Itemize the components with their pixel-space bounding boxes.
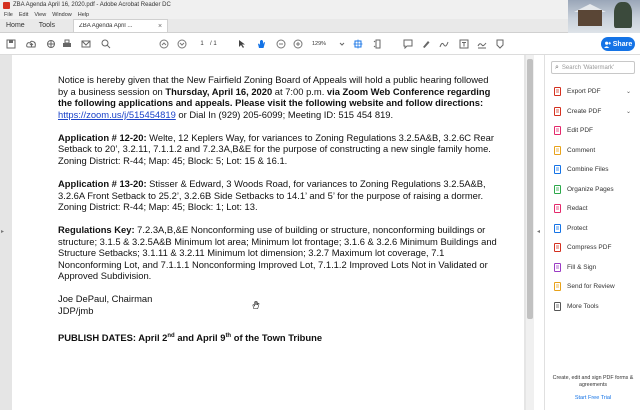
tool-organize-pages[interactable] — [545, 180, 640, 200]
export-pdf-icon — [553, 87, 562, 96]
tool-redact[interactable] — [545, 199, 640, 219]
tool-label: Comment — [567, 146, 596, 154]
tool-send-for-review[interactable] — [545, 277, 640, 297]
application-label: Application # 12-20: — [58, 131, 147, 143]
tab-home[interactable]: Home — [6, 22, 25, 29]
draw-tool-icon[interactable] — [438, 38, 450, 50]
tool-more-tools[interactable] — [545, 297, 640, 317]
compress-pdf-icon — [553, 243, 562, 252]
previous-page-icon[interactable] — [158, 38, 170, 50]
tool-compress-pdf[interactable] — [545, 238, 640, 258]
left-panel-toggle-icon[interactable]: ▸ — [1, 229, 5, 235]
document-tab-label: ZBA Agenda April ... — [79, 23, 133, 29]
search-icon: ⌕ — [555, 63, 559, 71]
select-cursor-icon[interactable] — [236, 38, 248, 50]
tool-label: Send for Review — [567, 283, 615, 291]
application-12-20: Application # 12-20: Welte, 12 Keplers Way, for variances to Zoning Regulations 3.2.5A&B, 3.2.6C Rear Setback to 20’, 3.2.11, 7.1.1.2 and 7.2.3A,B&E for the purpose of constructing a new single family home. Zoning District: R-44; Map: 45; Block: 5; Lot: 15 & 16.1. — [58, 131, 494, 166]
chevron-down-icon[interactable]: ⌄ — [625, 108, 631, 115]
redact-icon — [553, 204, 562, 213]
menu-bar — [0, 10, 640, 19]
publish-dates: PUBLISH DATES: April 2nd and April 9th of the Town Tribune — [58, 331, 323, 343]
vertical-scrollbar[interactable] — [526, 55, 534, 410]
tool-combine-files[interactable] — [545, 160, 640, 180]
notice-paragraph: Notice is hereby given that the New Fairfield Zoning Board of Appeals will hold a public hearing followed by a business session on Thursday, April 16, 2020 at 7:00 p.m. via Zoom Web Conference regarding the following applications and appeals. Please visit the following website and follow directions: https://zoom.us/j/515454819 or Dial In (929) 205-6099; Meeting ID: 515 454 819. — [58, 74, 491, 120]
tools-list — [545, 82, 640, 316]
stamp-tool-icon[interactable] — [494, 38, 506, 50]
upload-cloud-icon[interactable] — [25, 38, 37, 50]
meeting-instructions: via Zoom Web Conference regarding the following applications and appeals. Please visit the following website and follow directions: — [58, 85, 491, 109]
menu-help[interactable]: Help — [77, 11, 90, 18]
application-label: Application # 13-20: — [58, 177, 147, 189]
meeting-date: Thursday, April 16, 2020 — [165, 85, 273, 97]
edit-pdf-icon — [553, 126, 562, 135]
fill-sign-icon — [553, 263, 562, 272]
search-icon[interactable] — [100, 38, 112, 50]
acrobat-app-icon — [3, 2, 10, 9]
promo-text: Create, edit and sign PDF forms & agreements — [552, 375, 634, 388]
chevron-down-icon[interactable]: ⌄ — [625, 89, 631, 96]
zoom-link[interactable]: https://zoom.us/j/515454819 — [58, 108, 176, 120]
tab-bar — [0, 19, 640, 33]
page-number-input[interactable]: 1 — [200, 41, 204, 47]
page-total: / 1 — [210, 41, 217, 47]
signature-initials: JDP/jmb — [58, 305, 94, 317]
title-bar — [0, 0, 640, 10]
application-13-20: Application # 13-20: Stisser & Edward, 3 Woods Road, for variances to Zoning Regulations 3.2.5A&B, 3.2.6A Front Setback to 25.2’, 3.2.6B Side Setbacks to 14.1’ and 5’ for the purpose of raising a dormer. Zoning District: R-44; Map: 45; Block: 1; Lot: 13. — [58, 177, 486, 213]
search-placeholder: Search 'Watermark' — [561, 64, 615, 71]
organize-pages-icon — [553, 185, 562, 194]
sign-tool-icon[interactable] — [476, 38, 488, 50]
text-tool-icon[interactable] — [458, 38, 470, 50]
start-free-trial-link[interactable]: Start Free Trial — [574, 395, 612, 401]
share-button[interactable] — [601, 37, 635, 51]
tool-label: Edit PDF — [567, 127, 594, 135]
signature-name: Joe DePaul, Chairman — [58, 293, 153, 305]
next-page-icon[interactable] — [176, 38, 188, 50]
zoom-out-icon[interactable] — [275, 38, 287, 50]
right-panel-toggle-icon[interactable]: ◂ — [537, 229, 541, 235]
combine-files-icon — [553, 165, 562, 174]
tool-comment[interactable] — [545, 141, 640, 161]
tool-create-pdf[interactable] — [545, 102, 640, 122]
tool-label: Fill & Sign — [567, 263, 597, 271]
menu-file[interactable]: File — [4, 11, 13, 18]
hand-cursor-icon — [251, 300, 260, 313]
tool-label: Create PDF — [567, 107, 602, 115]
share-button-label: Share — [612, 40, 633, 48]
menu-window[interactable]: Window — [52, 11, 72, 18]
scrolling-mode-icon[interactable] — [372, 38, 384, 50]
tools-sidebar — [544, 55, 640, 410]
regulations-key: Regulations Key: 7.2.3A,B,&E Nonconforming use of building or structure, nonconforming buildings or structure; 3.1.5 & 3.2.5A&B Minimum lot area; Minimum lot frontage; 3.1.6 & 3.2.6 Minimum Buildings and Structure Setbacks; 3.1.11 & 3.2.11 Minimum lot dimension; 3.2.7 Maximum lot coverage, 7.1 Nonconforming Lot, and 7.1.1.1 Nonconforming Improved Lot, 7.1.1.2 Improved Lots Not in Validated or Approved Subdivision. — [58, 224, 497, 282]
tool-label: Export PDF — [567, 88, 601, 96]
share-link-icon[interactable] — [45, 38, 57, 50]
document-text — [58, 74, 498, 355]
tool-edit-pdf[interactable] — [545, 121, 640, 141]
fit-page-icon[interactable] — [352, 38, 364, 50]
regulations-label: Regulations Key: — [58, 224, 135, 236]
tool-label: Protect — [567, 224, 588, 232]
zoom-in-icon[interactable] — [292, 38, 304, 50]
save-icon[interactable] — [5, 38, 17, 50]
protect-icon — [553, 224, 562, 233]
close-tab-icon[interactable]: × — [157, 22, 163, 30]
webcam-tree — [614, 2, 632, 28]
tool-label: Redact — [567, 205, 588, 213]
window-title: ZBA Agenda April 16, 2020.pdf - Adobe Acrobat Reader DC — [13, 2, 171, 8]
tool-label: Combine Files — [567, 166, 609, 174]
scrollbar-thumb[interactable] — [527, 59, 533, 319]
person-add-icon — [604, 41, 611, 48]
create-pdf-icon — [553, 107, 562, 116]
tool-protect[interactable] — [545, 219, 640, 239]
more-tools-icon — [553, 302, 562, 311]
zoom-dropdown-chevron-icon[interactable] — [336, 38, 348, 50]
signature-block — [58, 293, 498, 316]
print-icon[interactable] — [61, 38, 73, 50]
menu-view[interactable]: View — [34, 11, 47, 18]
zoom-level-select[interactable]: 129% — [312, 41, 327, 47]
tool-label: Compress PDF — [567, 244, 612, 252]
menu-edit[interactable]: Edit — [18, 11, 29, 18]
main-toolbar — [0, 33, 640, 55]
hand-tool-icon[interactable] — [255, 38, 267, 50]
comment-icon — [553, 146, 562, 155]
tool-label: More Tools — [567, 302, 599, 310]
tab-tools[interactable]: Tools — [38, 22, 56, 29]
tool-fill-sign[interactable] — [545, 258, 640, 278]
email-icon[interactable] — [80, 38, 92, 50]
tools-search-input[interactable] — [551, 61, 635, 74]
tab-document[interactable] — [73, 19, 168, 32]
comment-tool-icon[interactable] — [402, 38, 414, 50]
tool-label: Organize Pages — [567, 185, 614, 193]
highlight-pen-icon[interactable] — [420, 38, 432, 50]
webcam-house — [578, 10, 602, 26]
tool-export-pdf[interactable] — [545, 82, 640, 102]
send-review-icon — [553, 282, 562, 291]
